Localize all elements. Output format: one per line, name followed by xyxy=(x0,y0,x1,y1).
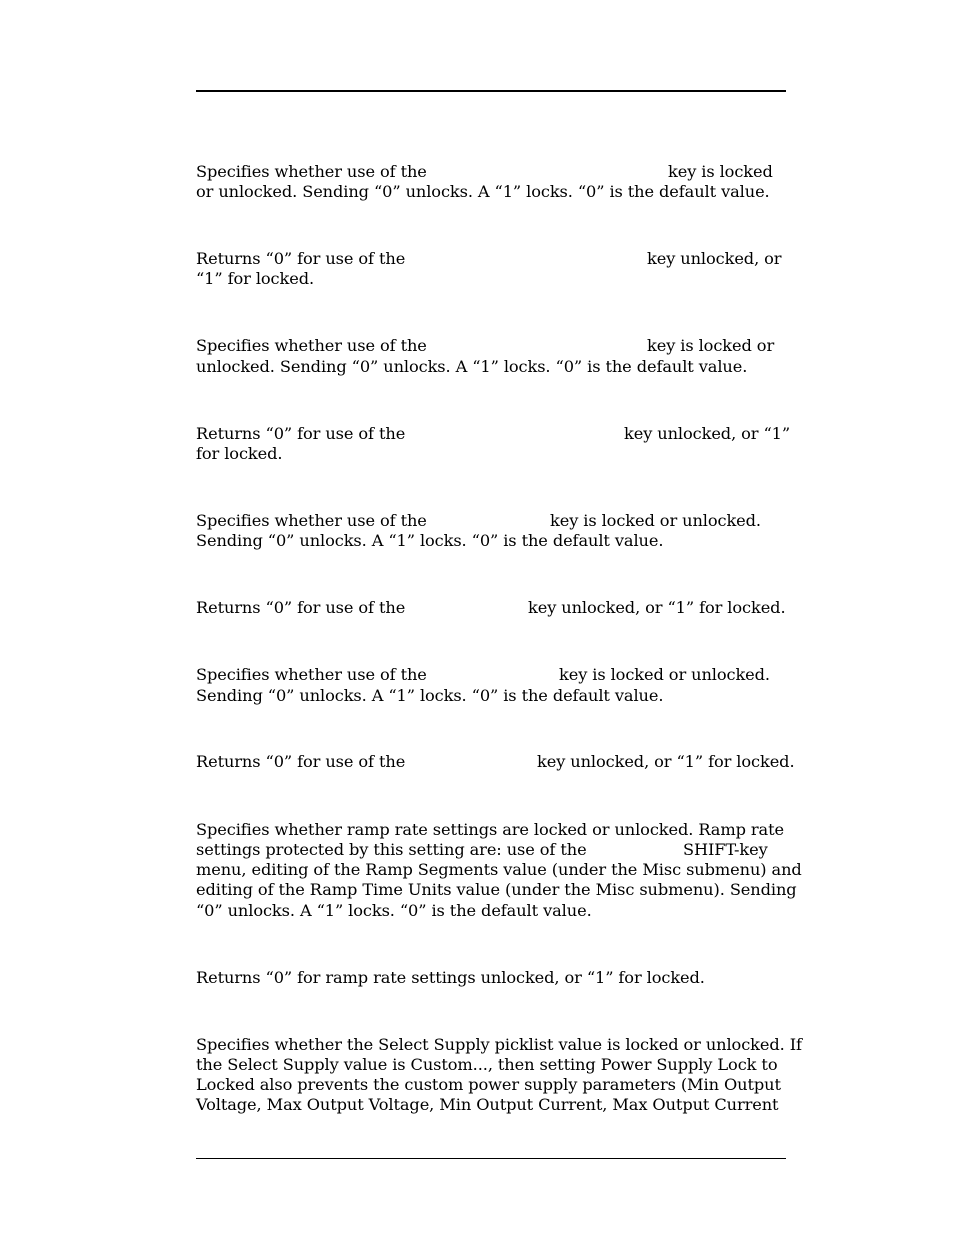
text-line: Specifies whether the Select Supply picklist value is locked or unlocked. If xyxy=(196,1035,802,1054)
text-line: settings protected by this setting are: use of the SHIFT-key xyxy=(196,840,768,859)
text-line: Voltage, Max Output Voltage, Min Output Current, Max Output Current xyxy=(196,1095,779,1114)
text-line: Specifies whether use of the key is locked xyxy=(196,162,773,181)
text-line: Returns “0” for use of the key unlocked, or “1” xyxy=(196,424,791,443)
text-line: “1” for locked. xyxy=(196,269,315,288)
text-line: Returns “0” for use of the key unlocked, or “1” for locked. xyxy=(196,598,786,617)
text-line: Specifies whether use of the key is locked or unlocked. xyxy=(196,665,770,684)
text-line: editing of the Ramp Time Units value (under the Misc submenu). Sending xyxy=(196,880,797,899)
text-line: unlocked. Sending “0” unlocks. A “1” locks. “0” is the default value. xyxy=(196,357,748,376)
text-line: menu, editing of the Ramp Segments value (under the Misc submenu) and xyxy=(196,860,802,879)
text-line: Specifies whether ramp rate settings are locked or unlocked. Ramp rate xyxy=(196,820,784,839)
text-line: Sending “0” unlocks. A “1” locks. “0” is the default value. xyxy=(196,531,664,550)
text-line: “0” unlocks. A “1” locks. “0” is the default value. xyxy=(196,901,592,920)
text-line: Specifies whether use of the key is locked or unlocked. xyxy=(196,511,761,530)
text-line: the Select Supply value is Custom..., then setting Power Supply Lock to xyxy=(196,1055,778,1074)
text-line: Locked also prevents the custom power supply parameters (Min Output xyxy=(196,1075,781,1094)
text-line: Returns “0” for ramp rate settings unlocked, or “1” for locked. xyxy=(196,968,705,987)
text-line: Sending “0” unlocks. A “1” locks. “0” is the default value. xyxy=(196,686,664,705)
text-line: for locked. xyxy=(196,444,283,463)
text-line: Returns “0” for use of the key unlocked, or xyxy=(196,249,782,268)
text-line: or unlocked. Sending “0” unlocks. A “1” locks. “0” is the default value. xyxy=(196,182,770,201)
header-rule xyxy=(196,90,786,92)
text-line: Specifies whether use of the key is locked or xyxy=(196,336,775,355)
footer-rule xyxy=(196,1158,786,1159)
text-line: Returns “0” for use of the key unlocked, or “1” for locked. xyxy=(196,752,795,771)
